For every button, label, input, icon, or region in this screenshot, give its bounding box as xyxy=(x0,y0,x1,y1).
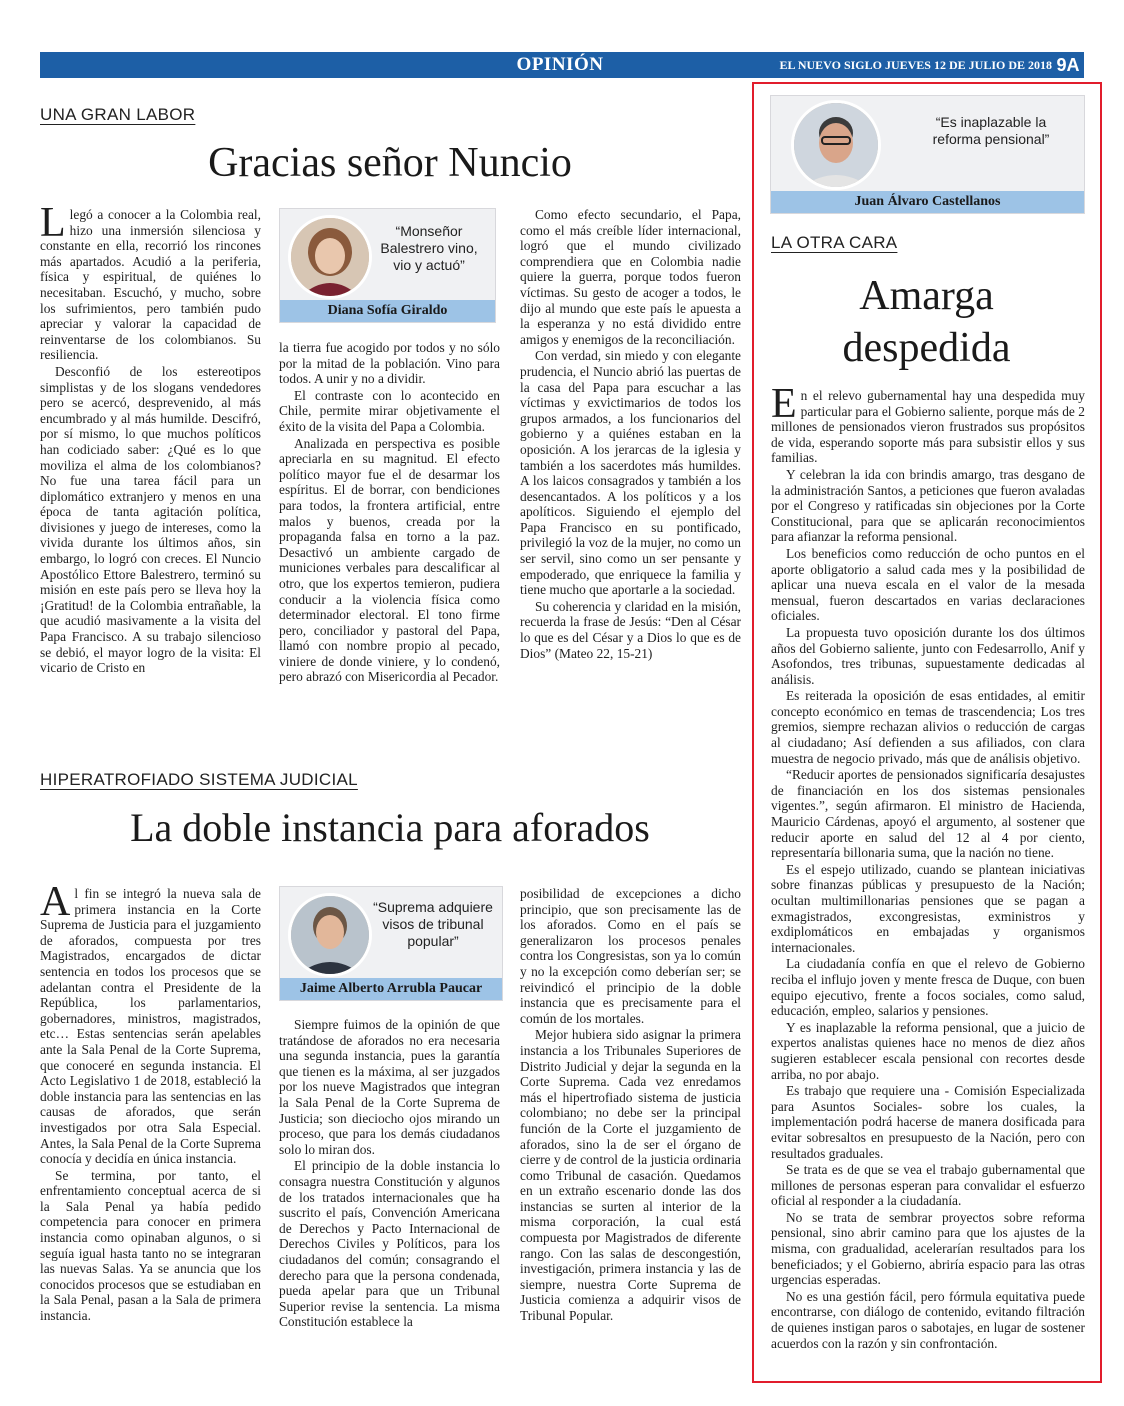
author-photo xyxy=(791,100,881,190)
article2-column-2 xyxy=(279,1017,500,1356)
paragraph: Es trabajo que requiere una - Comisión Especializada para Asuntos Sociales- sobre los cuales, la implementación podrá hacerse de manera dosificada para evitar sobresaltos en presupuesto de la Nación, pero con resultados graduales. xyxy=(771,1083,1085,1161)
paragraph: Y es inaplazable la reforma pensional, que a juicio de expertos analistas quienes hace no menos de diez años sugieren establecer escala pensional con recortes desde arriba, no por abajo. xyxy=(771,1019,1085,1082)
portrait-icon xyxy=(291,218,369,296)
dateline xyxy=(740,52,1052,78)
paragraph: Su coherencia y claridad en la misión, recuerda la frase de Jesús: “Den al César lo que es del César y a Dios lo que es de Dios” (Mateo 22, 15-21) xyxy=(520,598,741,661)
paragraph: Los beneficios como reducción de ocho puntos en el aporte obligatorio a salud cada mes y la posibilidad de aplicar una nueva escala en el valor de la mesada mensual, fueron descartados en varias declaraciones oficiales. xyxy=(771,545,1085,624)
paragraph: Analizada en perspectiva es posible apreciarla en su magnitud. El efecto político mayor fue el de desarmar los espíritus. El de borrar, con bendiciones para todos, la frontera artificial, entre malos y buenos, creada por la propaganda falsa en torno a la paz. Desactivó un ambiente cargado de municiones verbales para descalificar al otro, que los expertos temieron, pudiera conducir a la violencia física como determinador electoral. El tono firme pero, conciliador y pastoral del Papa, llamó con nombre propio al pecado, viniere de donde viniere, y lo condenó, pero abrazó con Misericordia al Pecador. xyxy=(279,435,500,685)
article1-kicker: UNA GRAN LABOR xyxy=(40,105,196,124)
article3-column xyxy=(771,388,1085,1358)
paragraph: legó a conocer a la Colombia real, hizo una inmersión silenciosa y constante en ella, recorrió los rincones más apartados. Acudió a la periferia, física y espiritual, de quiénes lo necesitaban. Escuchó, y mucho, sobre los sufrimientos, pero también pudo apreciar y valorar la capacidad de reinventarse de los colombianos. Su resiliencia. xyxy=(40,207,261,363)
paragraph: Se trata es de que se vea el trabajo gubernamental que millones de personas esperan para convalidar el esfuerzo oficial al responder a la ciudadanía. xyxy=(771,1162,1085,1209)
issue-date: JUEVES 12 DE JULIO DE 2018 xyxy=(884,58,1052,72)
paragraph: la tierra fue acogido por todos y no sólo por la mitad de la población. Vino para todos. A unir y no a dividir. xyxy=(279,340,500,387)
article1-column-1 xyxy=(40,207,261,729)
article1-column-3 xyxy=(520,207,741,729)
author-card-arrubla xyxy=(279,886,503,1001)
article2-kicker: HIPERATROFIADO SISTEMA JUDICIAL xyxy=(40,770,358,789)
portrait-icon xyxy=(794,103,878,187)
paragraph: “Reducir aportes de pensionados significaría desajustes de financiación en los dos sistemas pensionales vigentes.”, según afirmaron. El ministro de Hacienda, Mauricio Cárdenas, apoyó el argumento, al sostener que reducir aporte en salud del 12 al 4 por ciento, representaría billonaria suma, que la nación no tiene. xyxy=(771,767,1085,861)
paragraph: La propuesta tuvo oposición durante los dos últimos años del Gobierno saliente, junto con Fedesarrollo, Anif y Asofondos, tres tribunas, supuestamente dedicadas al análisis. xyxy=(771,624,1085,687)
paragraph: Siempre fuimos de la opinión de que tratándose de aforados no era necesaria una segunda instancia, pues la garantía que tienen es la máxima, al ser juzgados por los nueve Magistrados que integran la Sala Penal de la Corte Suprema de Justicia; son dieciocho ojos mirando un proceso, que para los demás ciudadanos solo lo miran dos. xyxy=(279,1017,500,1157)
section-title: OPINIÓN xyxy=(516,54,604,75)
pull-quote: “Suprema adquiere visos de tribunal popular” xyxy=(373,899,493,949)
dropcap: L xyxy=(40,207,66,246)
pull-quote: “Monseñor Balestrero vino, vio y actuó” xyxy=(380,223,478,273)
author-card-castellanos xyxy=(770,95,1085,214)
paragraph: Mejor hubiera sido asignar la primera instancia a los Tribunales Superiores de Distrito Judicial y dejar la segunda en la Corte Suprema. Cada vez enredamos más el hipertrofiado sistema de justicia colombiano; no debe ser la principal función de la Corte el juzgamiento de aforados, sino la de ser el órgano de cierre y de control de la justicia ordinaria como Tribunal de casación. Quedamos en un extraño escenario donde las dos instancias se surten al interior de la misma corporación, la cual está compuesta por Magistrados de diferente rango. Con las salas de descongestión, investigación, primera instancia y las de siempre, nuestra Corte Suprema de Justicia comienza a adquirir visos de Tribunal Popular. xyxy=(520,1027,741,1324)
paragraph: n el relevo gubernamental hay una despedida muy particular para el Gobierno saliente, porque más de 2 millones de pensionados vieron frustrados sus propósitos de vida, esperando soporte más para subsistir ellos y sus familias. xyxy=(771,388,1085,466)
article2-column-3 xyxy=(520,886,741,1356)
paragraph: Desconfió de los estereotipos simplistas y de los slogans vendedores pero se acercó, desprevenido, al más encumbrado y al más humilde. Descifró, por sí mismo, lo que muchos políticos han codiciado saber: ¿Qué es lo que moviliza el alma de los colombianos? No fue una tarea fácil para un diplomático extranjero y menos en una época de tanta agitación política, divisiones y juego de intereses, como la vivida durante los últimos años, sin embargo, lo logró con creces. El Nuncio Apostólico Ettore Balestrero, terminó su misión en este país pero se lleva hoy la ¡Gratitud! de la Colombia entrañable, la que acudió masivamente a la visita del Papa Francisco. A su trabajo silencioso se debió, el mayor logro de la visita: El vicario de Cristo en xyxy=(40,363,261,676)
article3-kicker: LA OTRA CARA xyxy=(771,233,898,252)
paragraph: No es una gestión fácil, pero fórmula equitativa puede encontrarse, con diálogo de contenido, evitando filtración de quienes instigan paros o sabotajes, en lugar de sostener acuerdos con la razón y sin confrontación. xyxy=(771,1288,1085,1351)
paragraph: La ciudadanía confía en que el relevo de Gobierno reciba el influjo joven y mente fresca de Duque, con buen equipo ejecutivo, frente a focos sociales, como salud, educación, empleo, salarios y pensiones. xyxy=(771,956,1085,1019)
paragraph: Se termina, por tanto, el enfrentamiento conceptual acerca de si la Sala Penal ya había pedido competencia para conocer en primera instancia como opinaban algunos, o si seguía igual hasta tanto no se integraran las nuevas Salas. Ya se anuncia que los conocidos procesos que se estudiaban en la Sala Penal, pasan a la Sala de primera instancia. xyxy=(40,1167,261,1324)
paragraph: El contraste con lo acontecido en Chile, permite mirar objetivamente el éxito de la visita del Papa a Colombia. xyxy=(279,387,500,434)
author-name: Juan Álvaro Castellanos xyxy=(771,191,1084,213)
article1-title: Gracias señor Nuncio xyxy=(208,140,572,186)
article2-title: La doble instancia para aforados xyxy=(130,805,650,850)
author-photo xyxy=(288,893,372,977)
paragraph: Es reiterada la oposición de esas entidades, al emitir concepto económico en temas de trascendencia; Los tres gremios, siempre rechazan alivios o reducción de cargas al ciudadano; Así defienden a sus afiliados, con clara muestra de negocio privado, más que de análisis objetivo. xyxy=(771,688,1085,766)
paragraph: Como efecto secundario, el Papa, como el más creíble líder internacional, logró que el mundo civilizado comprendiera que en Colombia nadie quiere la guerra, porque todos fueron víctimas. Su gesto de acoger a todos, le dijo al mundo que este país le apuesta a la esperanza y no está dividido entre amigos y enemigos de la reconciliación. xyxy=(520,207,741,347)
paragraph: No se trata de sembrar proyectos sobre reforma pensional, sino abrir camino para que los ajustes de la misma, con gradualidad, acelerarían resultados para los beneficiados; y el Gobierno, abriría espacio para las otras urgencias esperadas. xyxy=(771,1209,1085,1288)
pull-quote: “Es inaplazable la reforma pensional” xyxy=(932,114,1050,147)
author-name: Diana Sofía Giraldo xyxy=(280,300,495,322)
paragraph: Y celebran la ida con brindis amargo, tras desgano de la administración Santos, a peticiones que fueron avaladas por el Congreso y ratificadas sin objeciones por la Corte Constitucional, para que se aplicarán reconocimientos para afianzar la reforma pensional. xyxy=(771,466,1085,545)
title-line: Amarga xyxy=(859,273,994,319)
dropcap: E xyxy=(771,388,797,427)
page-number: 9A xyxy=(1056,55,1080,75)
article1-column-2 xyxy=(279,340,500,729)
title-line: despedida xyxy=(842,325,1011,371)
author-name: Jaime Alberto Arrubla Paucar xyxy=(280,978,502,1000)
paragraph: Es el espejo utilizado, cuando se plantean iniciativas sobre finanzas públicas y presupuesto de la Nación; ocultan multimillonarias pensiones que se pagan a exmagistrados, excongresistas, exministros y exdiplomáticos en embajadas y organismos internacionales. xyxy=(771,861,1085,955)
author-photo xyxy=(288,215,372,299)
paragraph: posibilidad de excepciones a dicho principio, que son precisamente las de los aforados. Como en el país se generalizaron los procesos penales contra los Congresistas, son ya lo común y no la excepción como deberían ser; se reivindicó el principio de la doble instancia que es precisamente para el común de los mortales. xyxy=(520,886,741,1026)
dropcap: A xyxy=(40,886,71,925)
paragraph: l fin se integró la nueva sala de primera instancia en la Corte Suprema de Justicia para el juzgamiento de aforados, compuesta por tres Magistrados, encargados de dictar sentencia en todos los procesos que se adelantan contra el Presidente de la República, los parlamentarios, gobernadores, ministros, magistrados, etc… Estas sentencias serán apelables ante la Sala Penal de la Corte Suprema, que conoceré en segunda instancia. El Acto Legislativo 1 de 2018, estableció la doble instancia para las sentencias en las causas de aforados, que serán investigados por otra Sala Especial. Antes, la Sala Penal de la Corte Suprema conocía y decidía en única instancia. xyxy=(40,886,261,1167)
author-card-giraldo xyxy=(279,208,496,323)
portrait-icon xyxy=(291,896,369,974)
paragraph: Con verdad, sin miedo y con elegante prudencia, el Nuncio abrió las puertas de la casa del Papa para escuchar a las víctimas y exvictimarios de todos los grupos armados, a los funcionarios del gobierno y a quiénes estaban en la oposición. A los jerarcas de la iglesia y también a los sacerdotes más humildes. A los laicos consagrados y también a los desencantados. A los políticos y a los apolíticos. Siguiendo el ejemplo del Papa Francisco en su pontificado, privilegió la voz de la mujer, no como un ser servil, sino como un ser pensante y empoderado, que enriquece la familia y tiene mucho que aportarle a la sociedad. xyxy=(520,348,741,598)
paragraph: El principio de la doble instancia lo consagra nuestra Constitución y algunos de los tratados internacionales que ha suscrito el país, Convención Americana de Derechos y Pacto Internacional de Derechos Civiles y Políticos, para los ciudadanos del común; consagrando el derecho para que la persona condenada, pueda apelar para que un Tribunal Superior revise la sentencia. La misma Constitución establece la xyxy=(279,1158,500,1330)
article3-title xyxy=(770,270,1083,374)
article2-column-1 xyxy=(40,886,261,1356)
paper-name: EL NUEVO SIGLO xyxy=(779,58,882,72)
